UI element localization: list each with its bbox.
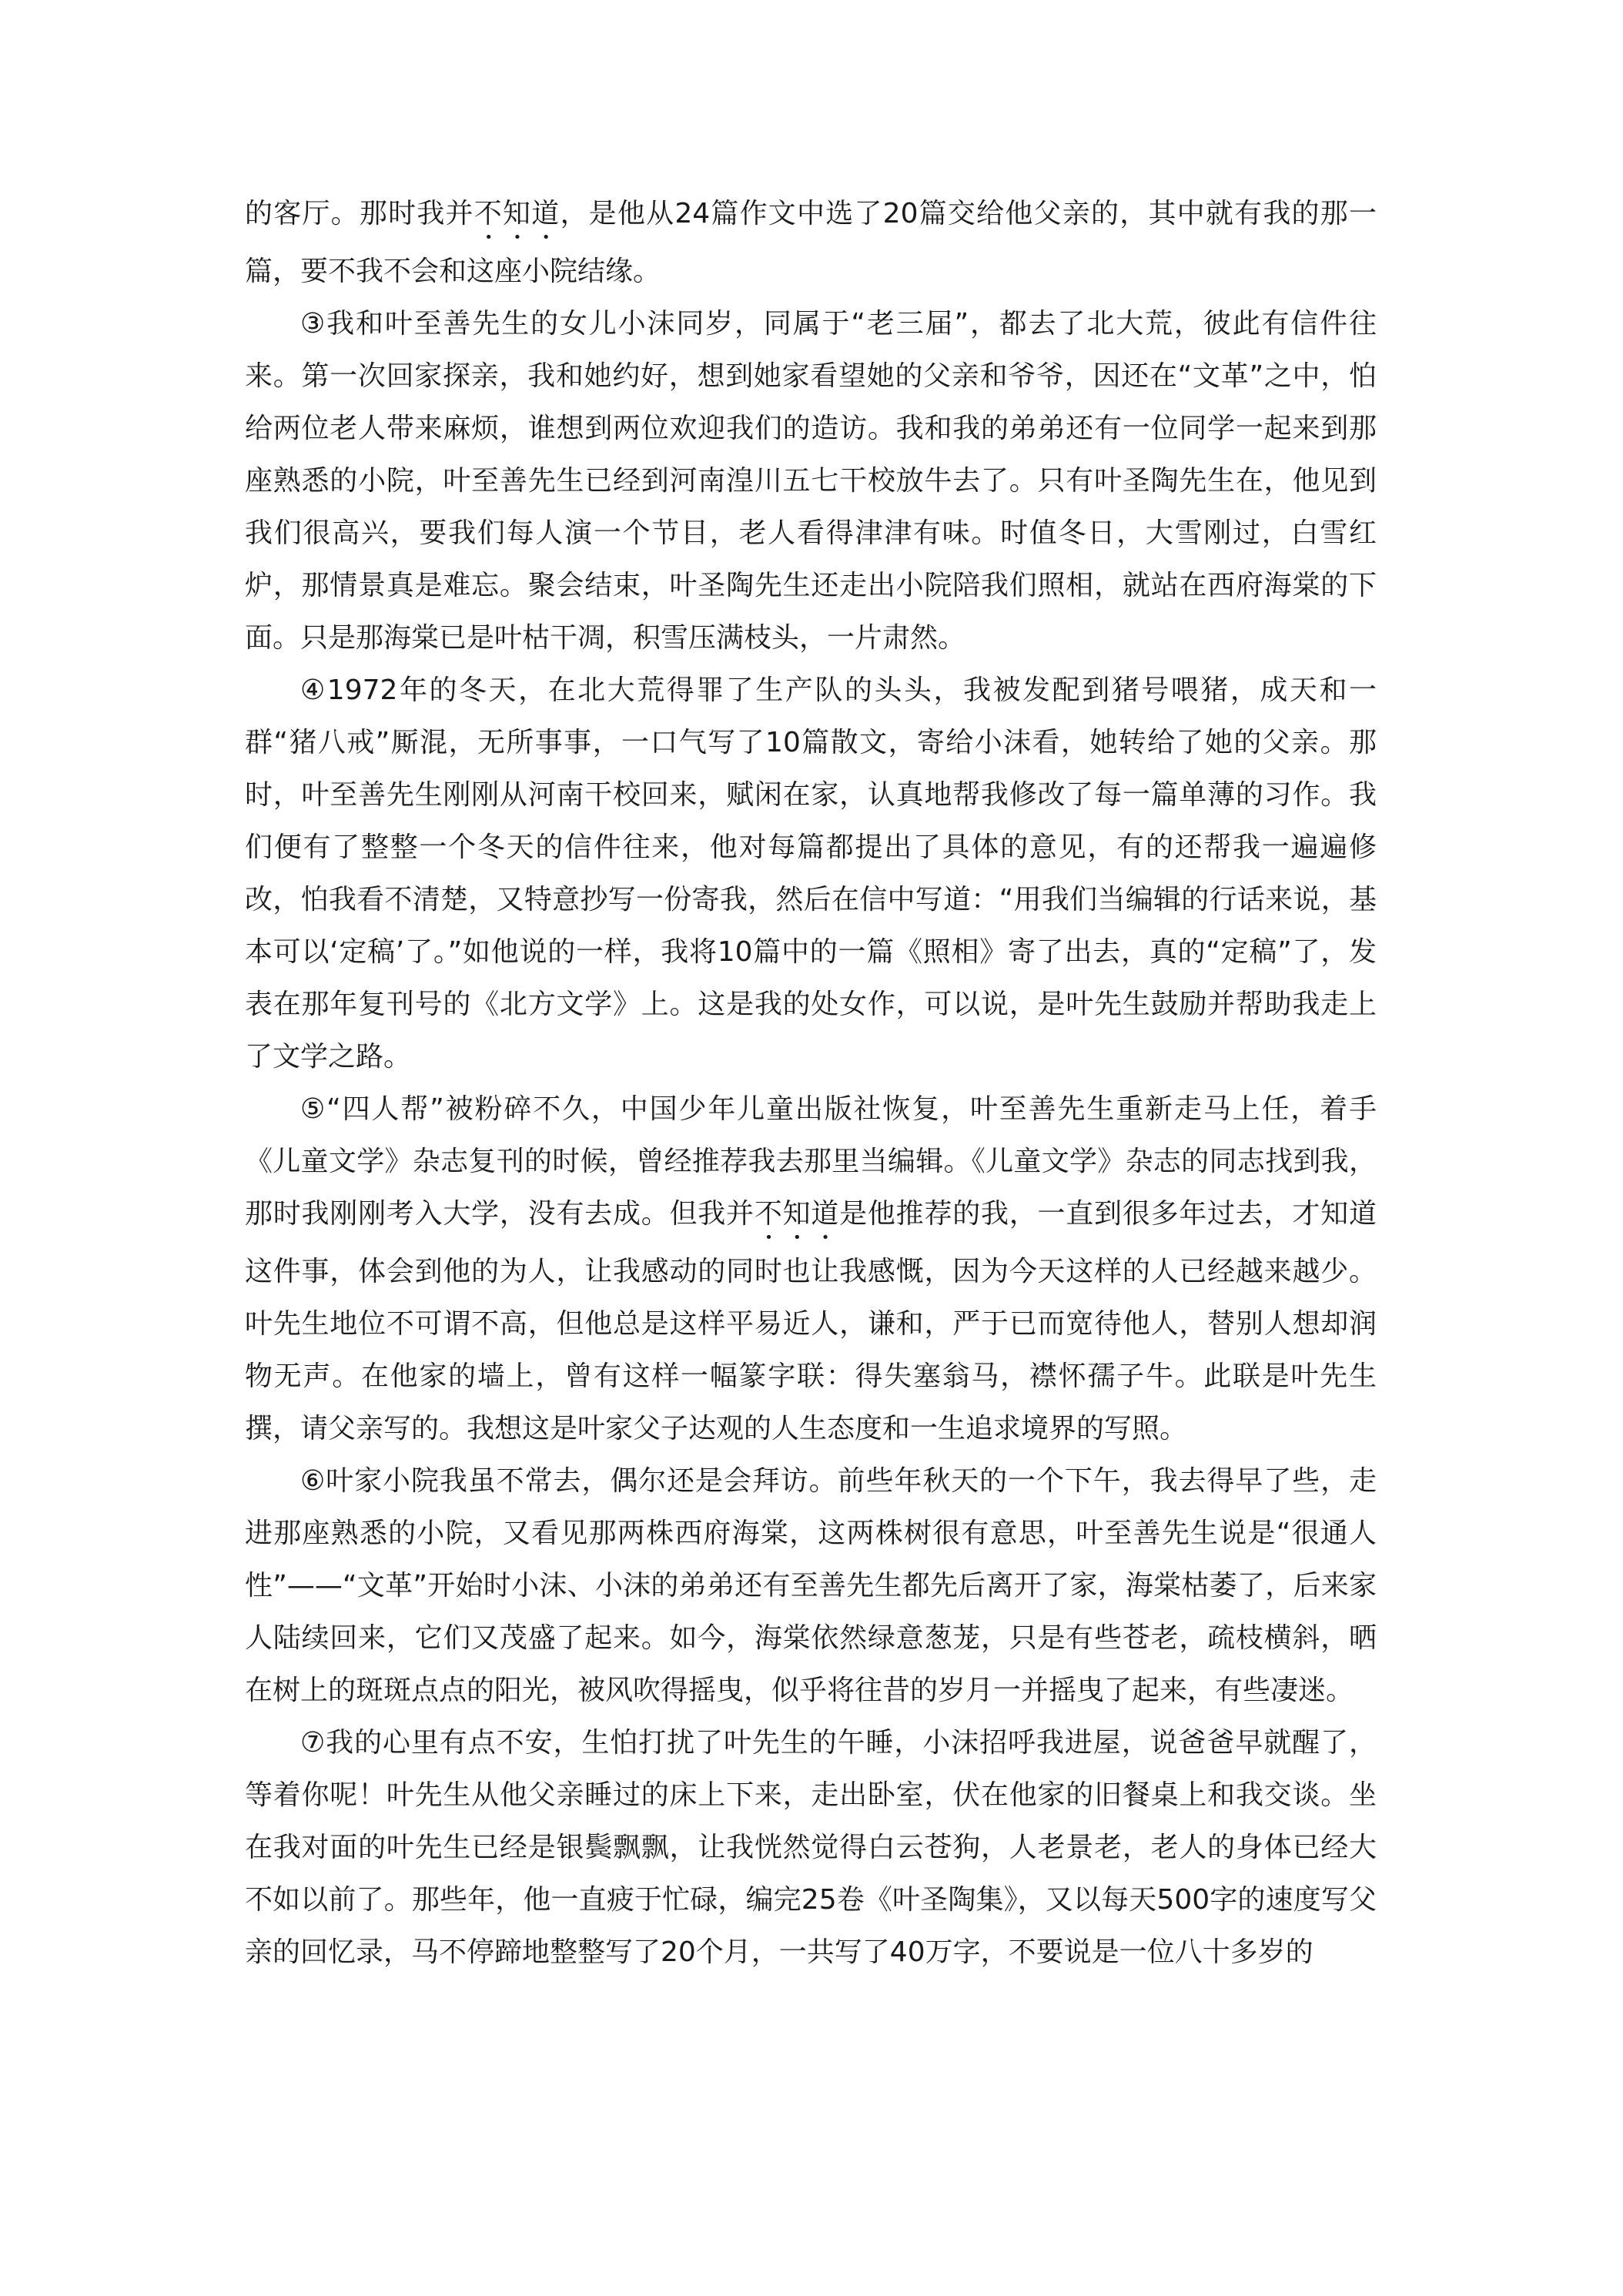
emphasis-text: 不知道: [474, 198, 561, 229]
text-segment: ⑤“四人帮”被粉碎不久，中国少年儿童出版社恢复，叶至善先生重新走马上任，着手《儿童文学》杂志复刊的时候，曾经推荐我去那里当编辑。《儿童文学》杂志的同志找到我，那时我刚刚考入大学，没有去成。但我并: [245, 1093, 1377, 1230]
article-body: [245, 188, 1377, 1979]
paragraph-4: [245, 664, 1377, 1083]
emphasis-text: 不知道: [754, 1198, 840, 1230]
paragraph-6: [245, 1455, 1377, 1717]
text-segment: 是他推荐的我，一直到很多年过去，才知道这件事，体会到他的为人，让我感动的同时也让我感慨，因为今天这样的人已经越来越少。叶先生地位不可谓不高，但他总是这样平易近人，谦和，严于已而宽待他人，替别人想却润物无声。在他家的墙上，曾有这样一幅篆字联：得失塞翁马，襟怀孺子牛。此联是叶先生撰，请父亲写的。我想这是叶家父子达观的人生态度和一生追求境界的写照。: [245, 1198, 1377, 1444]
paragraph-continued: [245, 188, 1377, 298]
text-segment: ⑥叶家小院我虽不常去，偶尔还是会拜访。前些年秋天的一个下午，我去得早了些，走进那座熟悉的小院，又看见那两株西府海棠，这两株树很有意思，叶至善先生说是“很通人性”——“文革”开始时小沫、小沫的弟弟还有至善先生都先后离开了家，海棠枯萎了，后来家人陆续回来，它们又茂盛了起来。如今，海棠依然绿意葱茏，只是有些苍老，疏枝横斜，晒在树上的斑斑点点的阳光，被风吹得摇曳，似乎将往昔的岁月一并摇曳了起来，有些凄迷。: [245, 1465, 1377, 1706]
text-segment: ④1972年的冬天，在北大荒得罪了生产队的头头，我被发配到猪号喂猪，成天和一群“猪八戒”厮混，无所事事，一口气写了10篇散文，寄给小沫看，她转给了她的父亲。那时，叶至善先生刚刚从河南干校回来，赋闲在家，认真地帮我修改了每一篇单薄的习作。我们便有了整整一个冬天的信件往来，他对每篇都提出了具体的意见，有的还帮我一遍遍修改，怕我看不清楚，又特意抄写一份寄我，然后在信中写道：“用我们当编辑的行话来说，基本可以‘定稿’了。”如他说的一样，我将10篇中的一篇《照相》寄了出去，真的“定稿”了，发表在那年复刊号的《北方文学》上。这是我的处女作，可以说，是叶先生鼓励并帮助我走上了文学之路。: [245, 674, 1377, 1073]
text-segment: ③我和叶至善先生的女儿小沫同岁，同属于“老三届”，都去了北大荒，彼此有信件往来。第一次回家探亲，我和她约好，想到她家看望她的父亲和爷爷，因还在“文革”之中，怕给两位老人带来麻烦，谁想到两位欢迎我们的造访。我和我的弟弟还有一位同学一起来到那座熟悉的小院，叶至善先生已经到河南湟川五七干校放牛去了。只有叶圣陶先生在，他见到我们很高兴，要我们每人演一个节目，老人看得津津有味。时值冬日，大雪刚过，白雪红炉，那情景真是难忘。聚会结束，叶圣陶先生还走出小院陪我们照相，就站在西府海棠的下面。只是那海棠已是叶枯干凋，积雪压满枝头，一片肃然。: [245, 308, 1377, 654]
text-segment: ⑦我的心里有点不安，生怕打扰了叶先生的午睡，小沫招呼我进屋，说爸爸早就醒了，等着你呢！叶先生从他父亲睡过的床上下来，走出卧室，伏在他家的旧餐桌上和我交谈。坐在我对面的叶先生已经是银鬓飘飘，让我恍然觉得白云苍狗，人老景老，老人的身体已经大不如以前了。那些年，他一直疲于忙碌，编完25卷《叶圣陶集》，又以每天500字的速度写父亲的回忆录，马不停蹄地整整写了20个月，一共写了40万字，不要说是一位八十多岁的: [245, 1727, 1377, 1968]
text-segment: 的客厅。那时我并: [245, 198, 474, 229]
paragraph-3: [245, 298, 1377, 664]
paragraph-7: [245, 1717, 1377, 1979]
paragraph-5: [245, 1083, 1377, 1455]
text-segment: ，是他从24篇作文中选了20篇交给他父亲的，其中就有我的那一篇，要不我不会和这座小院结缘。: [245, 198, 1377, 287]
